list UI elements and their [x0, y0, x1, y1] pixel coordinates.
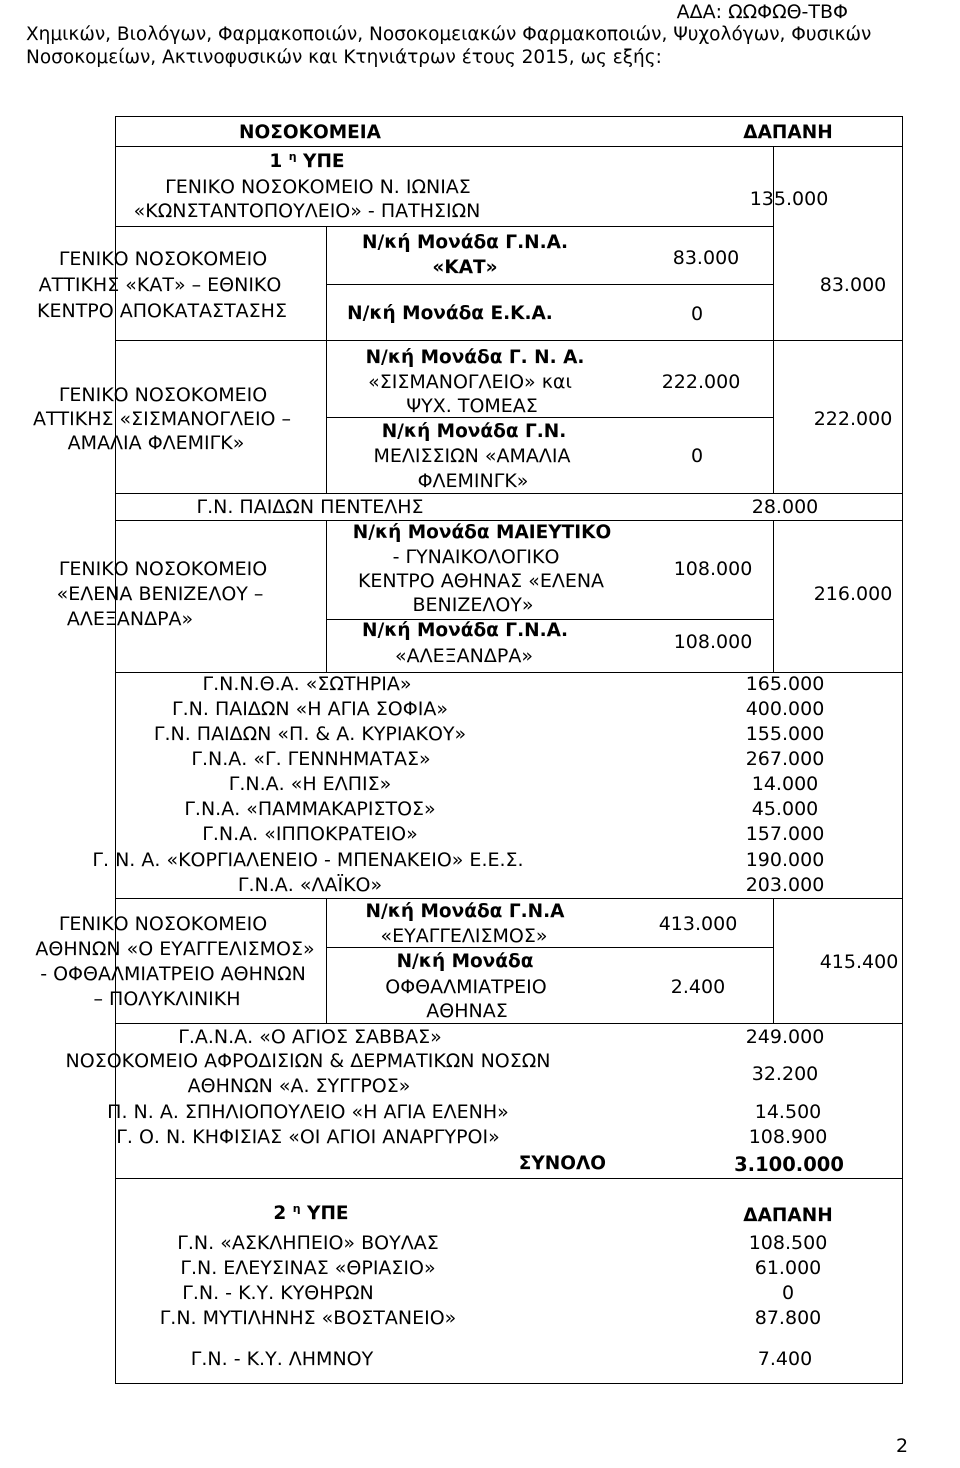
- ype1-heading-num: 1: [269, 151, 283, 172]
- sisman-unit2-cost: 0: [690, 445, 704, 467]
- ype2-row-cost: 0: [781, 1282, 795, 1304]
- single-row-name: Γ.Ν.Α. «ΠΑΜΜΑΚΑΡΙΣΤΟΣ»: [184, 798, 436, 820]
- rule-under-col-header: [115, 146, 903, 147]
- evang-hospital-line-4: – ΠΟΛΥΚΛΙΝΙΚΗ: [93, 988, 241, 1010]
- divider-kat-total: [773, 226, 774, 340]
- ype2-row-cost: 108.500: [748, 1232, 828, 1254]
- ype2-row-name: Γ.Ν. ΜΥΤΙΛΗΝΗΣ «ΒΟΣΤΑΝΕΙΟ»: [159, 1307, 457, 1329]
- divider-elena-total: [773, 520, 774, 672]
- divider-ionias: [773, 146, 774, 226]
- elena-unit1-line-1: Ν/κή Μονάδα ΜΑΙΕΥΤΙΚΟ: [352, 522, 612, 543]
- single-row-cost: 14.000: [751, 773, 819, 795]
- evang-hospital-line-2: ΑΘΗΝΩΝ «Ο ΕΥΑΓΓΕΛΙΣΜΟΣ»: [35, 938, 315, 960]
- elena-unit2-cost: 108.000: [673, 631, 753, 653]
- elena-unit1-line-2: - ΓΥΝΑΙΚΟΛΟΓΙΚΟ: [392, 546, 560, 568]
- evang-hospital-line-3: - ΟΦΘΑΛΜΙΑΤΡΕΙΟ ΑΘΗΝΩΝ: [40, 963, 306, 985]
- single-row-name: Γ. Ν. Α. «ΚΟΡΓΙΑΛΕΝΕΙΟ - ΜΠΕΝΑΚΕΙΟ» Ε.Ε.Σ.: [92, 849, 524, 871]
- ype2-row-name: Γ.Ν. - Κ.Υ. ΛΗΜΝΟΥ: [190, 1348, 374, 1370]
- single-row-cost: 267.000: [745, 748, 825, 770]
- ype2-row-cost: 61.000: [754, 1257, 822, 1279]
- evang-unit2-line-1: Ν/κή Μονάδα: [396, 951, 534, 972]
- ype2-cost-header: ΔΑΠΑΝΗ: [743, 1205, 833, 1226]
- col-cost-header: ΔΑΠΑΝΗ: [743, 122, 833, 143]
- single-row-cost: 190.000: [745, 849, 825, 871]
- ionias-line-2: «ΚΩΝΣΤΑΝΤΟΠΟΥΛΕΙΟ» - ΠΑΤΗΣΙΩΝ: [133, 200, 481, 222]
- single-row-name: Γ.Ν. ΠΑΙΔΩΝ «Π. & Α. ΚΥΡΙΑΚΟΥ»: [153, 723, 467, 745]
- rule-under-penteli: [115, 520, 903, 521]
- evang-unit1-cost: 413.000: [658, 913, 738, 935]
- kat-total: 83.000: [819, 274, 887, 296]
- kat-unit1-cost: 83.000: [672, 247, 740, 269]
- single-row-cost: 203.000: [745, 874, 825, 896]
- sisman-unit2-line-1: Ν/κή Μονάδα Γ.Ν.: [381, 421, 567, 442]
- ype1-heading: [269, 149, 345, 172]
- kat-unit2: Ν/κή Μονάδα Ε.Κ.Α.: [347, 303, 553, 324]
- ype2-row-name: Γ.Ν. - Κ.Υ. ΚΥΘΗΡΩΝ: [182, 1282, 374, 1304]
- kat-hospital-line-3: ΚΕΝΤΡΟ ΑΠΟΚΑΤΑΣΤΑΣΗΣ: [37, 300, 287, 322]
- spiliopouleio-cost: 14.500: [754, 1101, 822, 1123]
- elena-unit1-line-3: ΚΕΝΤΡΟ ΑΘΗΝΑΣ «ΕΛΕΝΑ: [357, 570, 605, 592]
- ype1-heading-sup: η: [288, 149, 297, 163]
- kat-unit2-cost: 0: [690, 303, 704, 325]
- rule-sismanogleio-units: [326, 417, 773, 418]
- ype2-heading-rest: ΥΠΕ: [307, 1203, 349, 1224]
- single-row-name: Γ.Ν.Ν.Θ.Α. «ΣΩΤΗΡΙΑ»: [202, 673, 412, 695]
- sisman-unit2-line-3: ΦΛΕΜΙΝΓΚ»: [417, 470, 529, 492]
- ype2-row-cost: 87.800: [754, 1307, 822, 1329]
- total-value: 3.100.000: [734, 1153, 844, 1176]
- sisman-hospital-line-2: ΑΤΤΙΚΗΣ «ΣΙΣΜΑΝΟΓΛΕΙΟ –: [32, 408, 292, 430]
- elena-unit2-line-1: Ν/κή Μονάδα Γ.Ν.Α.: [362, 620, 568, 641]
- rule-under-sismanogleio: [115, 493, 903, 494]
- kifisia-name: Γ. Ο. Ν. ΚΗΦΙΣΙΑΣ «ΟΙ ΑΓΙΟΙ ΑΝΑΡΓΥΡΟΙ»: [116, 1126, 500, 1148]
- divider-evang-hospital: [326, 898, 327, 1023]
- sisman-unit1-line-2: «ΣΙΣΜΑΝΟΓΛΕΙΟ» και: [368, 371, 572, 393]
- divider-sisman-hospital: [326, 340, 327, 493]
- single-row-name: Γ.Ν.Α. «Γ. ΓΕΝΝΗΜΑΤΑΣ»: [191, 748, 431, 770]
- penteli-name: Γ.Ν. ΠΑΙΔΩΝ ΠΕΝΤΕΛΗΣ: [196, 496, 424, 518]
- single-row-cost: 400.000: [745, 698, 825, 720]
- single-row-name: Γ.Ν.Α. «Η ΕΛΠΙΣ»: [228, 773, 392, 795]
- col-hospitals-header: ΝΟΣΟΚΟΜΕΙΑ: [239, 122, 381, 143]
- ionias-line-1: ΓΕΝΙΚΟ ΝΟΣΟΚΟΜΕΙΟ Ν. ΙΩΝΙΑΣ: [165, 176, 471, 198]
- rule-kat-units: [326, 284, 773, 285]
- rule-evangelismos-units: [326, 947, 773, 948]
- total-label: ΣΥΝΟΛΟ: [518, 1153, 606, 1174]
- kifisia-cost: 108.900: [748, 1126, 828, 1148]
- spiliopouleio-name: Π. Ν. Α. ΣΠΗΛΙΟΠΟΥΛΕΙΟ «Η ΑΓΙΑ ΕΛΕΝΗ»: [107, 1101, 509, 1123]
- single-row-cost: 155.000: [745, 723, 825, 745]
- elena-unit1-line-4: ΒΕΝΙΖΕΛΟΥ»: [412, 594, 534, 616]
- evang-unit1-line-2: «ΕΥΑΓΓΕΛΙΣΜΟΣ»: [380, 925, 548, 947]
- rule-under-total: [115, 1178, 903, 1179]
- rule-under-kat: [115, 340, 903, 341]
- ype2-heading-num: 2: [273, 1203, 287, 1224]
- sisman-hospital-line-3: ΑΜΑΛΙΑ ΦΛΕΜΙΓΚ»: [67, 432, 245, 454]
- sisman-hospital-line-1: ΓΕΝΙΚΟ ΝΟΣΟΚΟΜΕΙΟ: [58, 384, 268, 406]
- kat-hospital-line-2: ΑΤΤΙΚΗΣ «ΚΑΤ» – ΕΘΝΙΚΟ: [38, 274, 282, 296]
- elena-hospital-line-2: «ΕΛΕΝΑ ΒΕΝΙΖΕΛΟΥ –: [56, 583, 264, 605]
- syggros-line-1: ΝΟΣΟΚΟΜΕΙΟ ΑΦΡΟΔΙΣΙΩΝ & ΔΕΡΜΑΤΙΚΩΝ ΝΟΣΩΝ: [65, 1050, 551, 1072]
- sisman-unit1-cost: 222.000: [661, 371, 741, 393]
- intro-line-1: Χημικών, Βιολόγων, Φαρμακοποιών, Νοσοκομειακών Φαρμακοποιών, Ψυχολόγων, Φυσικών: [26, 24, 872, 45]
- ype1-heading-rest: ΥΠΕ: [303, 151, 345, 172]
- rule-under-evangelismos: [115, 1023, 903, 1024]
- elena-hospital-line-1: ΓΕΝΙΚΟ ΝΟΣΟΚΟΜΕΙΟ: [58, 558, 268, 580]
- sisman-unit1-line-1: Ν/κή Μονάδα Γ. Ν. Α.: [365, 347, 585, 368]
- sisman-unit1-line-3: ΨΥΧ. ΤΟΜΕΑΣ: [406, 395, 538, 417]
- single-row-cost: 165.000: [745, 673, 825, 695]
- ype2-row-name: Γ.Ν. ΕΛΕΥΣΙΝΑΣ «ΘΡΙΑΣΙΟ»: [180, 1257, 436, 1279]
- ype2-row-cost: 7.400: [757, 1348, 813, 1370]
- savvas-cost: 249.000: [745, 1026, 825, 1048]
- elena-total: 216.000: [813, 583, 893, 605]
- kat-unit1-line-1: Ν/κή Μονάδα Γ.Ν.Α.: [362, 232, 568, 253]
- elena-hospital-line-3: ΑΛΕΞΑΝΔΡΑ»: [66, 608, 194, 630]
- ype2-row-name: Γ.Ν. «ΑΣΚΛΗΠΕΙΟ» ΒΟΥΛΑΣ: [177, 1232, 439, 1254]
- evang-hospital-line-1: ΓΕΝΙΚΟ ΝΟΣΟΚΟΜΕΙΟ: [58, 913, 268, 935]
- ada-code: ΑΔΑ: ΩΩΦΩΘ-ΤΒΦ: [676, 1, 848, 23]
- evang-total: 415.400: [819, 951, 899, 973]
- syggros-cost: 32.200: [751, 1063, 819, 1085]
- evang-unit2-line-3: ΑΘΗΝΑΣ: [426, 1000, 508, 1022]
- rule-under-ionias: [115, 226, 773, 227]
- kat-hospital-line-1: ΓΕΝΙΚΟ ΝΟΣΟΚΟΜΕΙΟ: [58, 248, 268, 270]
- evang-unit2-line-2: ΟΦΘΑΛΜΙΑΤΡΕΙΟ: [385, 976, 547, 998]
- evang-unit2-cost: 2.400: [670, 976, 726, 998]
- savvas-name: Γ.Α.Ν.Α. «Ο ΑΓΙΟΣ ΣΑΒΒΑΣ»: [178, 1026, 442, 1048]
- penteli-cost: 28.000: [751, 496, 819, 518]
- ype2-heading-sup: η: [292, 1201, 301, 1215]
- syggros-line-2: ΑΘΗΝΩΝ «Α. ΣΥΓΓΡΟΣ»: [187, 1075, 411, 1097]
- sisman-total: 222.000: [813, 408, 893, 430]
- elena-unit1-cost: 108.000: [673, 558, 753, 580]
- intro-line-2: Νοσοκομείων, Ακτινοφυσικών και Κτηνιάτρων έτους 2015, ως εξής:: [26, 47, 662, 68]
- kat-unit1-line-2: «ΚΑΤ»: [432, 257, 498, 278]
- divider-elena-hospital: [326, 520, 327, 672]
- sisman-unit2-line-2: ΜΕΛΙΣΣΙΩΝ «ΑΜΑΛΙΑ: [373, 445, 571, 467]
- divider-kat-hospital: [326, 226, 327, 340]
- single-row-name: Γ.Ν. ΠΑΙΔΩΝ «Η ΑΓΙΑ ΣΟΦΙΑ»: [172, 698, 448, 720]
- single-row-cost: 157.000: [745, 823, 825, 845]
- single-row-name: Γ.Ν.Α. «ΛΑΪΚΟ»: [237, 874, 383, 896]
- evang-unit1-line-1: Ν/κή Μονάδα Γ.Ν.Α: [365, 901, 565, 922]
- ionias-cost: 135.000: [749, 188, 829, 210]
- divider-sisman-total: [773, 340, 774, 493]
- ype2-heading: [273, 1201, 349, 1224]
- elena-unit2-line-2: «ΑΛΕΞΑΝΔΡΑ»: [395, 645, 533, 667]
- single-row-name: Γ.Ν.Α. «ΙΠΠΟΚΡΑΤΕΙΟ»: [202, 823, 418, 845]
- rule-under-laiko: [115, 898, 903, 899]
- single-row-cost: 45.000: [751, 798, 819, 820]
- divider-evang-total: [773, 898, 774, 1023]
- page-number: 2: [896, 1435, 909, 1457]
